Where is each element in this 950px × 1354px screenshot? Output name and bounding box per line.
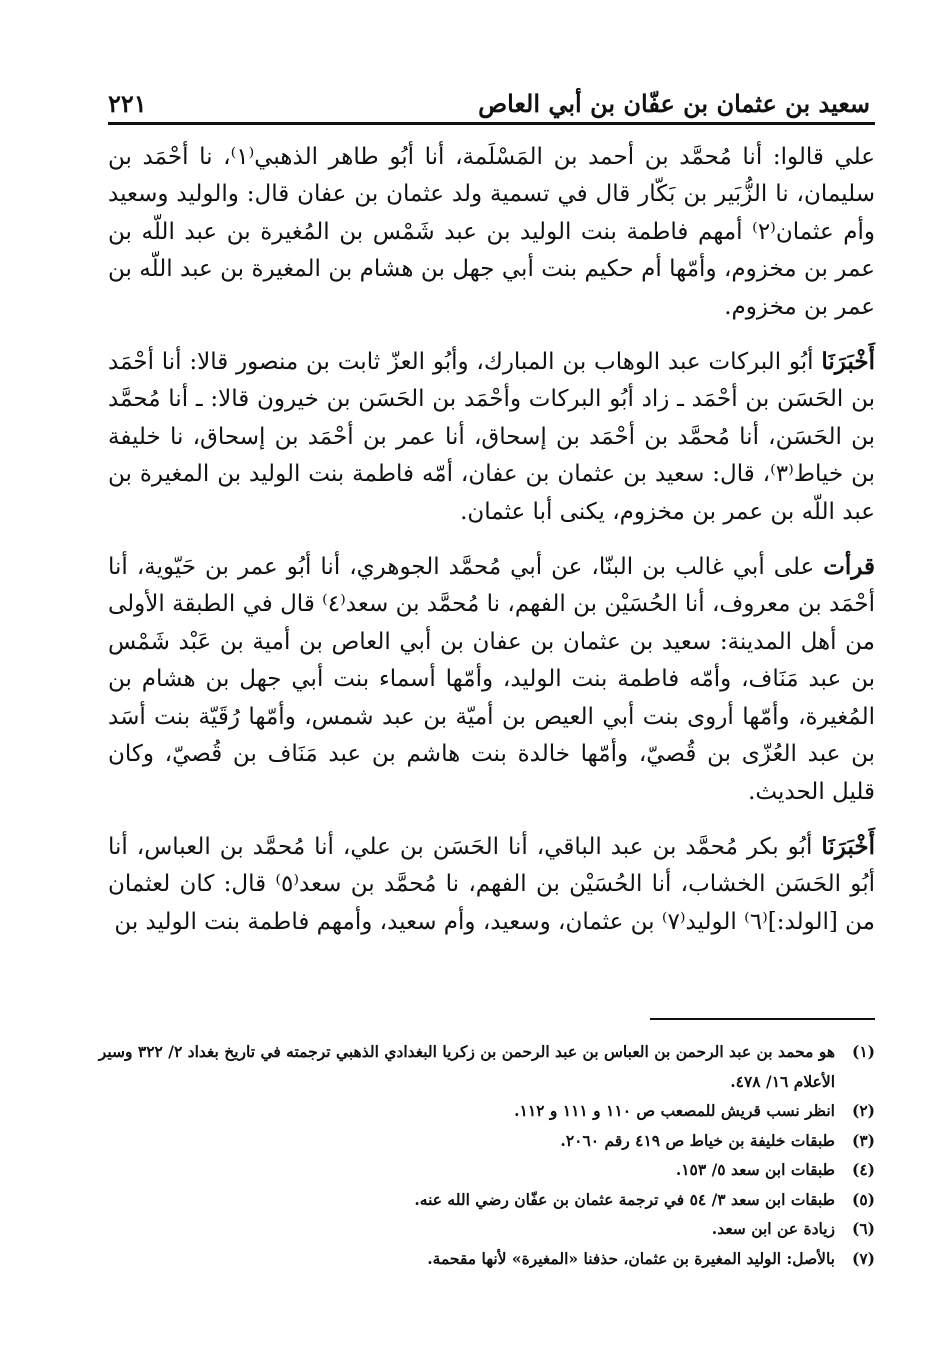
footnote	[95, 1185, 875, 1215]
running-title: سعيد بن عثمان بن عفّان بن أبي العاص	[478, 89, 870, 118]
footnote	[95, 1126, 875, 1156]
footnote-number: (٤)	[851, 1160, 875, 1179]
footnote-text: طبقات خليفة بن خياط ص ٤١٩ رقم ٢٠٦٠.	[560, 1130, 835, 1150]
footnote-separator	[650, 1018, 875, 1020]
footnotes	[95, 1037, 875, 1273]
footnote	[95, 1155, 875, 1185]
paragraph-lead-word: قرأت	[823, 553, 875, 581]
footnote-number: (١)	[851, 1042, 875, 1061]
footnote-text: انظر نسب قريش للمصعب ص ١١٠ و ١١١ و ١١٢.	[514, 1101, 835, 1120]
header-rule	[108, 122, 875, 125]
page-number: ٢٢١	[108, 89, 147, 118]
paragraph-lead-word: أَخْبَرَنَا	[821, 832, 875, 860]
footnote-number: (٦)	[851, 1219, 875, 1238]
footnote-text: زيادة عن ابن سعد.	[711, 1219, 835, 1238]
footnote-number: (٧)	[851, 1248, 875, 1268]
footnote-number: (٢)	[851, 1101, 875, 1120]
footnote-text: بالأصل: الوليد المغيرة بن عثمان، حذفنا «المغيرة» لأنها مقحمة.	[427, 1248, 835, 1268]
footnote-number: (٥)	[851, 1189, 875, 1209]
paragraph-lead-word: أَخْبَرَنَا	[821, 348, 875, 376]
footnote	[95, 1037, 875, 1096]
footnote-text: طبقات ابن سعد ٣/ ٥٤ في ترجمة عثمان بن عفّان رضي الله عنه.	[414, 1189, 835, 1209]
paragraph: قرأت على أبي غالب بن البنّا، عن أبي مُحمَّد الجوهري، أنا أبُو عمر بن حَيّوية، أنا أحْمَد بن معروف، أنا الحُسَيْن بن الفهم، نا مُحمَّد بن سعد⁽٤⁾ قال في الطبقة الأولى من أهل المدينة: سعيد بن عثمان بن عفان بن أبي العاص بن أمية بن عَبْد شَمْس بن عبد مَنَاف، وأمّه فاطمة بنت الوليد، وأمّها أسماء بنت أبي جهل بن هشام بن المُغيرة، وأمّها أروى بنت أبي العيص بن أميّة بن عبد شمس، وأمّها رُقَيّة بنت أسَد بن عبد العُزّى بن قُصيّ، وأمّها خالدة بنت هاشم بن عبد مَنَاف بن قُصيّ، وكان قليل الحديث.	[108, 553, 876, 805]
main-text	[108, 138, 875, 941]
footnote	[95, 1096, 875, 1126]
paragraph: أَخْبَرَنَا أبُو البركات عبد الوهاب بن المبارك، وأبُو العزّ ثابت بن منصور قالا: أنا أحْمَد بن الحَسَن بن أحْمَد ـ زاد أبُو البركات وأحْمَد بن الحَسَن بن خيرون قالا: ـ أنا مُحمَّد بن الحَسَن، أنا مُحمَّد بن أحْمَد بن إسحاق، أنا عمر بن أحْمَد بن إسحاق، نا خليفة بن خياط⁽٣⁾، قال: سعيد بن عثمان بن عفان، أمّه فاطمة بنت الوليد بن المغيرة بن عبد اللّه بن عمر بن مخزوم، يكنى أبا عثمان.	[108, 348, 876, 525]
footnote	[95, 1244, 875, 1274]
paragraph: علي قالوا: أنا مُحمَّد بن أحمد بن المَسْلَمة، أنا أبُو طاهر الذهبي⁽١⁾، نا أحْمَد بن سليمان، نا الزُّبَير بن بَكّار قال في تسمية ولد عثمان بن عفان قال: والوليد وسعيد وأم عثمان⁽٢⁾ أمهم فاطمة بنت الوليد بن عبد شَمْس بن المُغيرة بن عبد اللّه بن عمر بن مخزوم، وأمّها أم حكيم بنت أبي جهل بن هشام بن المغيرة بن عبد اللّه بن عمر بن مخزوم.	[108, 144, 875, 320]
footnote-text: طبقات ابن سعد ٥/ ١٥٣.	[675, 1160, 835, 1179]
paragraph: أَخْبَرَنَا أبُو بكر مُحمَّد بن عبد الباقي، أنا الحَسَن بن علي، أنا مُحمَّد بن العباس، أنا أبُو الحَسَن الخشاب، أنا الحُسَيْن بن الفهم، نا مُحمَّد بن سعد⁽٥⁾ قال: كان لعثمان من [الولد:]⁽٦⁾ الوليد⁽٧⁾ بن عثمان، وسعيد، وأم سعيد، وأمهم فاطمة بنت الوليد بن	[108, 832, 875, 935]
footnote-number: (٣)	[851, 1130, 875, 1150]
footnote	[95, 1214, 875, 1244]
footnote-text: هو محمد بن عبد الرحمن بن العباس بن عبد الرحمن بن زكريا البغدادي الذهبي ترجمته في تاريخ بغداد ٢/ ٣٢٢ وسير الأعلام ١٦/ ٤٧٨.	[98, 1042, 835, 1091]
page-header	[108, 78, 870, 118]
